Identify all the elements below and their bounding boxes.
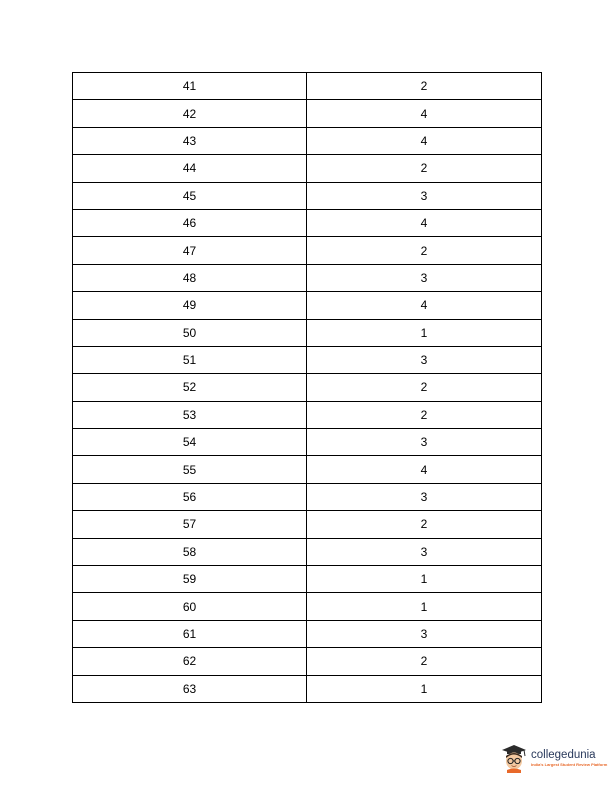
question-number-cell: 44 (73, 155, 307, 182)
table-row (73, 456, 542, 483)
table-row (73, 566, 542, 593)
table-row (73, 429, 542, 456)
answer-key-table (72, 72, 542, 703)
table-row (73, 155, 542, 182)
answer-cell: 4 (307, 127, 542, 154)
collegedunia-logo (500, 742, 612, 774)
question-number-cell: 57 (73, 511, 307, 538)
question-number-cell: 48 (73, 264, 307, 291)
table-row (73, 620, 542, 647)
answer-cell: 3 (307, 429, 542, 456)
question-number-cell: 62 (73, 648, 307, 675)
question-number-cell: 60 (73, 593, 307, 620)
table-row (73, 593, 542, 620)
table-row (73, 237, 542, 264)
answer-cell: 4 (307, 209, 542, 236)
table-row (73, 209, 542, 236)
answer-cell: 3 (307, 346, 542, 373)
table-row (73, 538, 542, 565)
answer-cell: 3 (307, 483, 542, 510)
question-number-cell: 59 (73, 566, 307, 593)
answer-cell: 4 (307, 292, 542, 319)
question-number-cell: 49 (73, 292, 307, 319)
table-row (73, 319, 542, 346)
question-number-cell: 61 (73, 620, 307, 647)
answer-cell: 2 (307, 374, 542, 401)
table-row (73, 374, 542, 401)
table-row (73, 511, 542, 538)
answer-cell: 4 (307, 100, 542, 127)
question-number-cell: 50 (73, 319, 307, 346)
answer-cell: 1 (307, 675, 542, 702)
question-number-cell: 55 (73, 456, 307, 483)
table-row (73, 264, 542, 291)
question-number-cell: 41 (73, 73, 307, 100)
question-number-cell: 42 (73, 100, 307, 127)
table-row (73, 100, 542, 127)
question-number-cell: 54 (73, 429, 307, 456)
table-row (73, 127, 542, 154)
answer-cell: 2 (307, 237, 542, 264)
answer-cell: 1 (307, 593, 542, 620)
question-number-cell: 58 (73, 538, 307, 565)
answer-cell: 3 (307, 182, 542, 209)
question-number-cell: 43 (73, 127, 307, 154)
logo-tagline: India's Largest Student Review Platform (531, 762, 608, 767)
question-number-cell: 45 (73, 182, 307, 209)
table-row (73, 346, 542, 373)
table-row (73, 675, 542, 702)
table-row (73, 483, 542, 510)
answer-cell: 3 (307, 264, 542, 291)
answer-cell: 3 (307, 620, 542, 647)
answer-cell: 3 (307, 538, 542, 565)
answer-cell: 2 (307, 648, 542, 675)
logo-name: collegedunia (531, 749, 596, 761)
table-row (73, 292, 542, 319)
question-number-cell: 51 (73, 346, 307, 373)
answer-cell: 1 (307, 566, 542, 593)
table-row (73, 182, 542, 209)
table-row (73, 648, 542, 675)
question-number-cell: 52 (73, 374, 307, 401)
answer-cell: 2 (307, 73, 542, 100)
answer-cell: 4 (307, 456, 542, 483)
question-number-cell: 53 (73, 401, 307, 428)
question-number-cell: 46 (73, 209, 307, 236)
answer-cell: 2 (307, 155, 542, 182)
student-mascot-icon (500, 743, 528, 773)
table-row (73, 401, 542, 428)
question-number-cell: 63 (73, 675, 307, 702)
answer-cell: 2 (307, 401, 542, 428)
answer-cell: 1 (307, 319, 542, 346)
question-number-cell: 56 (73, 483, 307, 510)
answer-cell: 2 (307, 511, 542, 538)
question-number-cell: 47 (73, 237, 307, 264)
table-row (73, 73, 542, 100)
